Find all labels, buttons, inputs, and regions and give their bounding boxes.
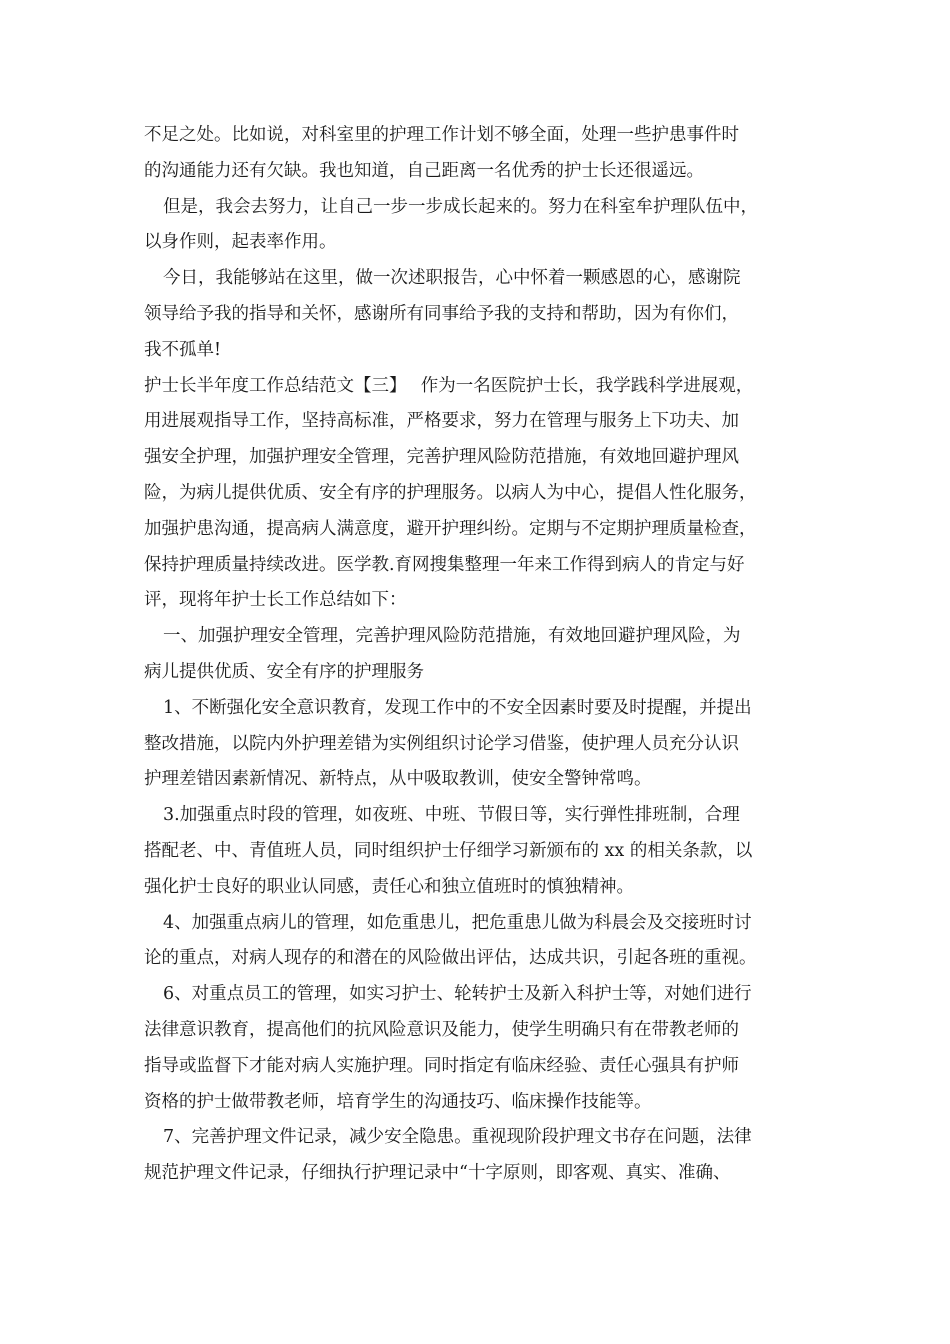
- text-line: 4、加强重点病儿的管理，如危重患儿，把危重患儿做为科晨会及交接班时讨: [163, 912, 752, 933]
- text-line: 1、不断强化安全意识教育，发现工作中的不安全因素时要及时提醒，并提出: [163, 697, 752, 718]
- text-line: 强化护士良好的职业认同感，责任心和独立值班时的慎独精神。: [144, 876, 634, 897]
- text-line: 强安全护理，加强护理安全管理，完善护理风险防范措施，有效地回避护理风: [144, 447, 739, 468]
- text-line: 规范护理文件记录，仔细执行护理记录中“十字原则，即客观、真实、准确、: [144, 1163, 731, 1184]
- text-line: 一、加强护理安全管理，完善护理风险防范措施，有效地回避护理风险，为: [163, 626, 741, 647]
- text-line: 评，现将年护士长工作总结如下：: [144, 590, 407, 611]
- text-line: 整改措施，以院内外护理差错为实例组织讨论学习借鉴，使护理人员充分认识: [144, 733, 739, 754]
- text-line: 病儿提供优质、安全有序的护理服务: [144, 661, 424, 682]
- text-line: 不足之处。比如说，对科室里的护理工作计划不够全面，处理一些护患事件时: [144, 125, 739, 145]
- text-line: 但是，我会去努力，让自己一步一步成长起来的。努力在科室牟护理队伍中，: [163, 196, 758, 217]
- document-body: [144, 118, 804, 1192]
- text-line: 保持护理质量持续改进。医学教.育网搜集整理一年来工作得到病人的肯定与好: [144, 554, 745, 575]
- text-line: 资格的护士做带教老师，培育学生的沟通技巧、临床操作技能等。: [144, 1091, 652, 1112]
- text-line: 6、对重点员工的管理，如实习护士、轮转护士及新入科护士等，对她们进行: [163, 984, 752, 1005]
- text-line: 7、完善护理文件记录，减少安全隐患。重视现阶段护理文书存在问题，法律: [163, 1127, 752, 1148]
- text-line: 搭配老、中、青值班人员，同时组织护士仔细学习新颁布的 xx 的相关条款，以: [144, 840, 753, 861]
- text-line: 的沟通能力还有欠缺。我也知道，自己距离一名优秀的护士长还很遥远。: [144, 160, 704, 181]
- text-line: 法律意识教育，提高他们的抗风险意识及能力，使学生明确只有在带教老师的: [144, 1019, 739, 1040]
- text-line: 指导或监督下才能对病人实施护理。同时指定有临床经验、责任心强具有护师: [144, 1055, 739, 1076]
- text-line: 护理差错因素新情况、新特点，从中吸取教训，使安全警钟常鸣。: [144, 769, 652, 790]
- text-line: 用进展观指导工作，坚持高标准，严格要求，努力在管理与服务上下功夫、加: [144, 411, 739, 432]
- text-line: 护士长半年度工作总结范文【三】 作为一名医院护士长，我学践科学进展观，: [144, 375, 754, 396]
- text-line: 加强护患沟通，提高病人满意度，避开护理纠纷。定期与不定期护理质量检查，: [144, 518, 757, 539]
- text-line: 我不孤单!: [144, 339, 222, 360]
- text-line: 论的重点，对病人现存的和潜在的风险做出评估，达成共识，引起各班的重视。: [144, 948, 757, 969]
- text-line: 今日，我能够站在这里，做一次述职报告，心中怀着一颗感恩的心，感谢院: [163, 268, 741, 289]
- text-line: 领导给予我的指导和关怀，感谢所有同事给予我的支持和帮助，因为有你们，: [144, 303, 739, 324]
- text-line: 3.加强重点时段的管理，如夜班、中班、节假日等，实行弹性排班制，合理: [163, 805, 740, 826]
- text-line: 以身作则，起表率作用。: [144, 232, 337, 253]
- text-line: 险，为病儿提供优质、安全有序的护理服务。以病人为中心，提倡人性化服务，: [144, 482, 757, 503]
